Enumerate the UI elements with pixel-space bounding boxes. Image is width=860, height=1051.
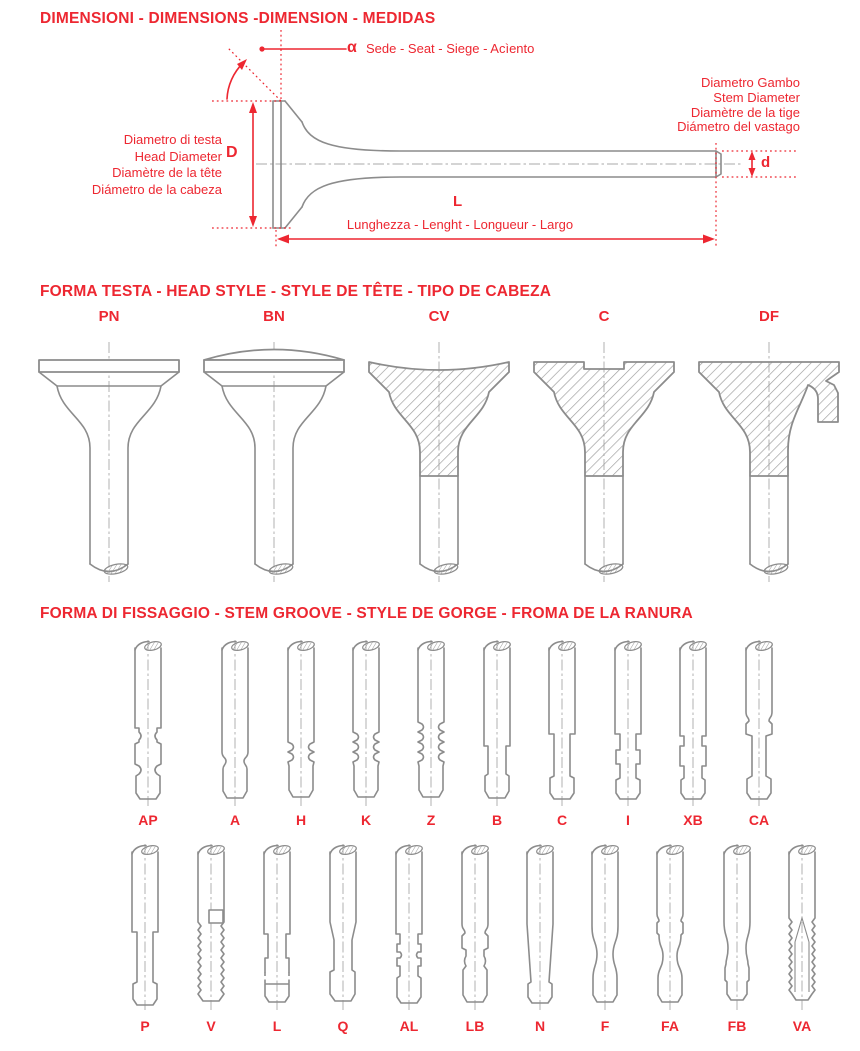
head-style-label-c: C	[598, 308, 610, 325]
head-style-label-cv: CV	[428, 308, 450, 325]
stem-groove-label-l: L	[272, 1018, 282, 1034]
head-diameter-symbol: D	[226, 144, 238, 161]
stem-groove-figure-ap	[124, 640, 172, 808]
stem-groove-figure-xb	[669, 640, 717, 808]
stem-groove-label-f: F	[600, 1018, 610, 1034]
length-symbol: L	[453, 193, 463, 210]
stem-grooves-title: FORMA DI FISSAGGIO - STEM GROOVE - STYLE DE GORGE - FROMA DE LA RANURA	[40, 605, 693, 622]
stem-groove-figure-n	[516, 844, 564, 1012]
stem-groove-label-q: Q	[337, 1018, 349, 1034]
stem-groove-figure-lb	[451, 844, 499, 1012]
stem-groove-label-ca: CA	[748, 812, 770, 828]
stem-groove-label-c: C	[556, 812, 568, 828]
stem-groove-label-z: Z	[426, 812, 436, 828]
head-style-figure-bn	[194, 336, 354, 586]
head-style-figure-pn	[29, 336, 189, 586]
head-style-figure-df	[689, 336, 849, 586]
stem-groove-figure-va	[778, 844, 826, 1012]
stem-groove-figure-b	[473, 640, 521, 808]
stem-groove-figure-z	[407, 640, 455, 808]
stem-groove-label-fb: FB	[727, 1018, 747, 1034]
stem-groove-label-a: A	[229, 812, 241, 828]
stem-groove-figure-f	[581, 844, 629, 1012]
stem-groove-label-i: I	[626, 812, 630, 828]
stem-groove-label-h: H	[295, 812, 307, 828]
length-label: Lunghezza - Lenght - Longueur - Largo	[346, 217, 574, 232]
head-style-label-pn: PN	[98, 308, 120, 325]
stem-groove-label-al: AL	[399, 1018, 419, 1034]
stem-groove-figure-ca	[735, 640, 783, 808]
stem-groove-label-n: N	[534, 1018, 546, 1034]
stem-groove-figure-k	[342, 640, 390, 808]
stem-groove-figure-l	[253, 844, 301, 1012]
stem-groove-label-k: K	[360, 812, 372, 828]
head-style-figure-cv	[359, 336, 519, 586]
seat-angle-symbol: α	[347, 39, 357, 56]
stem-groove-figure-h	[277, 640, 325, 808]
stem-groove-figure-a	[211, 640, 259, 808]
seat-label: Sede - Seat - Siege - Acìento	[366, 41, 535, 56]
stem-groove-label-xb: XB	[683, 812, 703, 828]
dimensions-title: DIMENSIONI - DIMENSIONS -DIMENSION - MEDIDAS	[40, 10, 436, 27]
stem-groove-label-lb: LB	[465, 1018, 485, 1034]
head-style-figure-c	[524, 336, 684, 586]
stem-groove-figure-fb	[713, 844, 761, 1012]
head-styles-title: FORMA TESTA - HEAD STYLE - STYLE DE TÊTE - TIPO DE CABEZA	[40, 283, 552, 300]
stem-groove-label-ap: AP	[138, 812, 158, 828]
head-style-label-bn: BN	[263, 308, 285, 325]
valve-outline	[256, 101, 742, 228]
stem-groove-figure-al	[385, 844, 433, 1012]
stem-groove-figure-p	[121, 844, 169, 1012]
head-diameter-labels: Diametro di testa Head Diameter Diamètre de la tête Diámetro de la cabeza	[91, 132, 222, 197]
stem-groove-figure-fa	[646, 844, 694, 1012]
dimension-annotations	[212, 30, 798, 247]
stem-diameter-symbol: d	[761, 154, 771, 171]
stem-groove-label-v: V	[206, 1018, 216, 1034]
stem-groove-label-va: VA	[792, 1018, 812, 1034]
stem-groove-label-p: P	[140, 1018, 150, 1034]
head-style-label-df: DF	[759, 308, 779, 325]
stem-diameter-labels: Diametro Gambo Stem Diameter Diamètre de la tige Diámetro del vastago	[677, 75, 800, 135]
stem-groove-label-fa: FA	[661, 1018, 679, 1034]
stem-groove-figure-q	[319, 844, 367, 1012]
stem-groove-figure-i	[604, 640, 652, 808]
stem-groove-figure-c	[538, 640, 586, 808]
stem-groove-figure-v	[187, 844, 235, 1012]
stem-groove-label-b: B	[491, 812, 503, 828]
